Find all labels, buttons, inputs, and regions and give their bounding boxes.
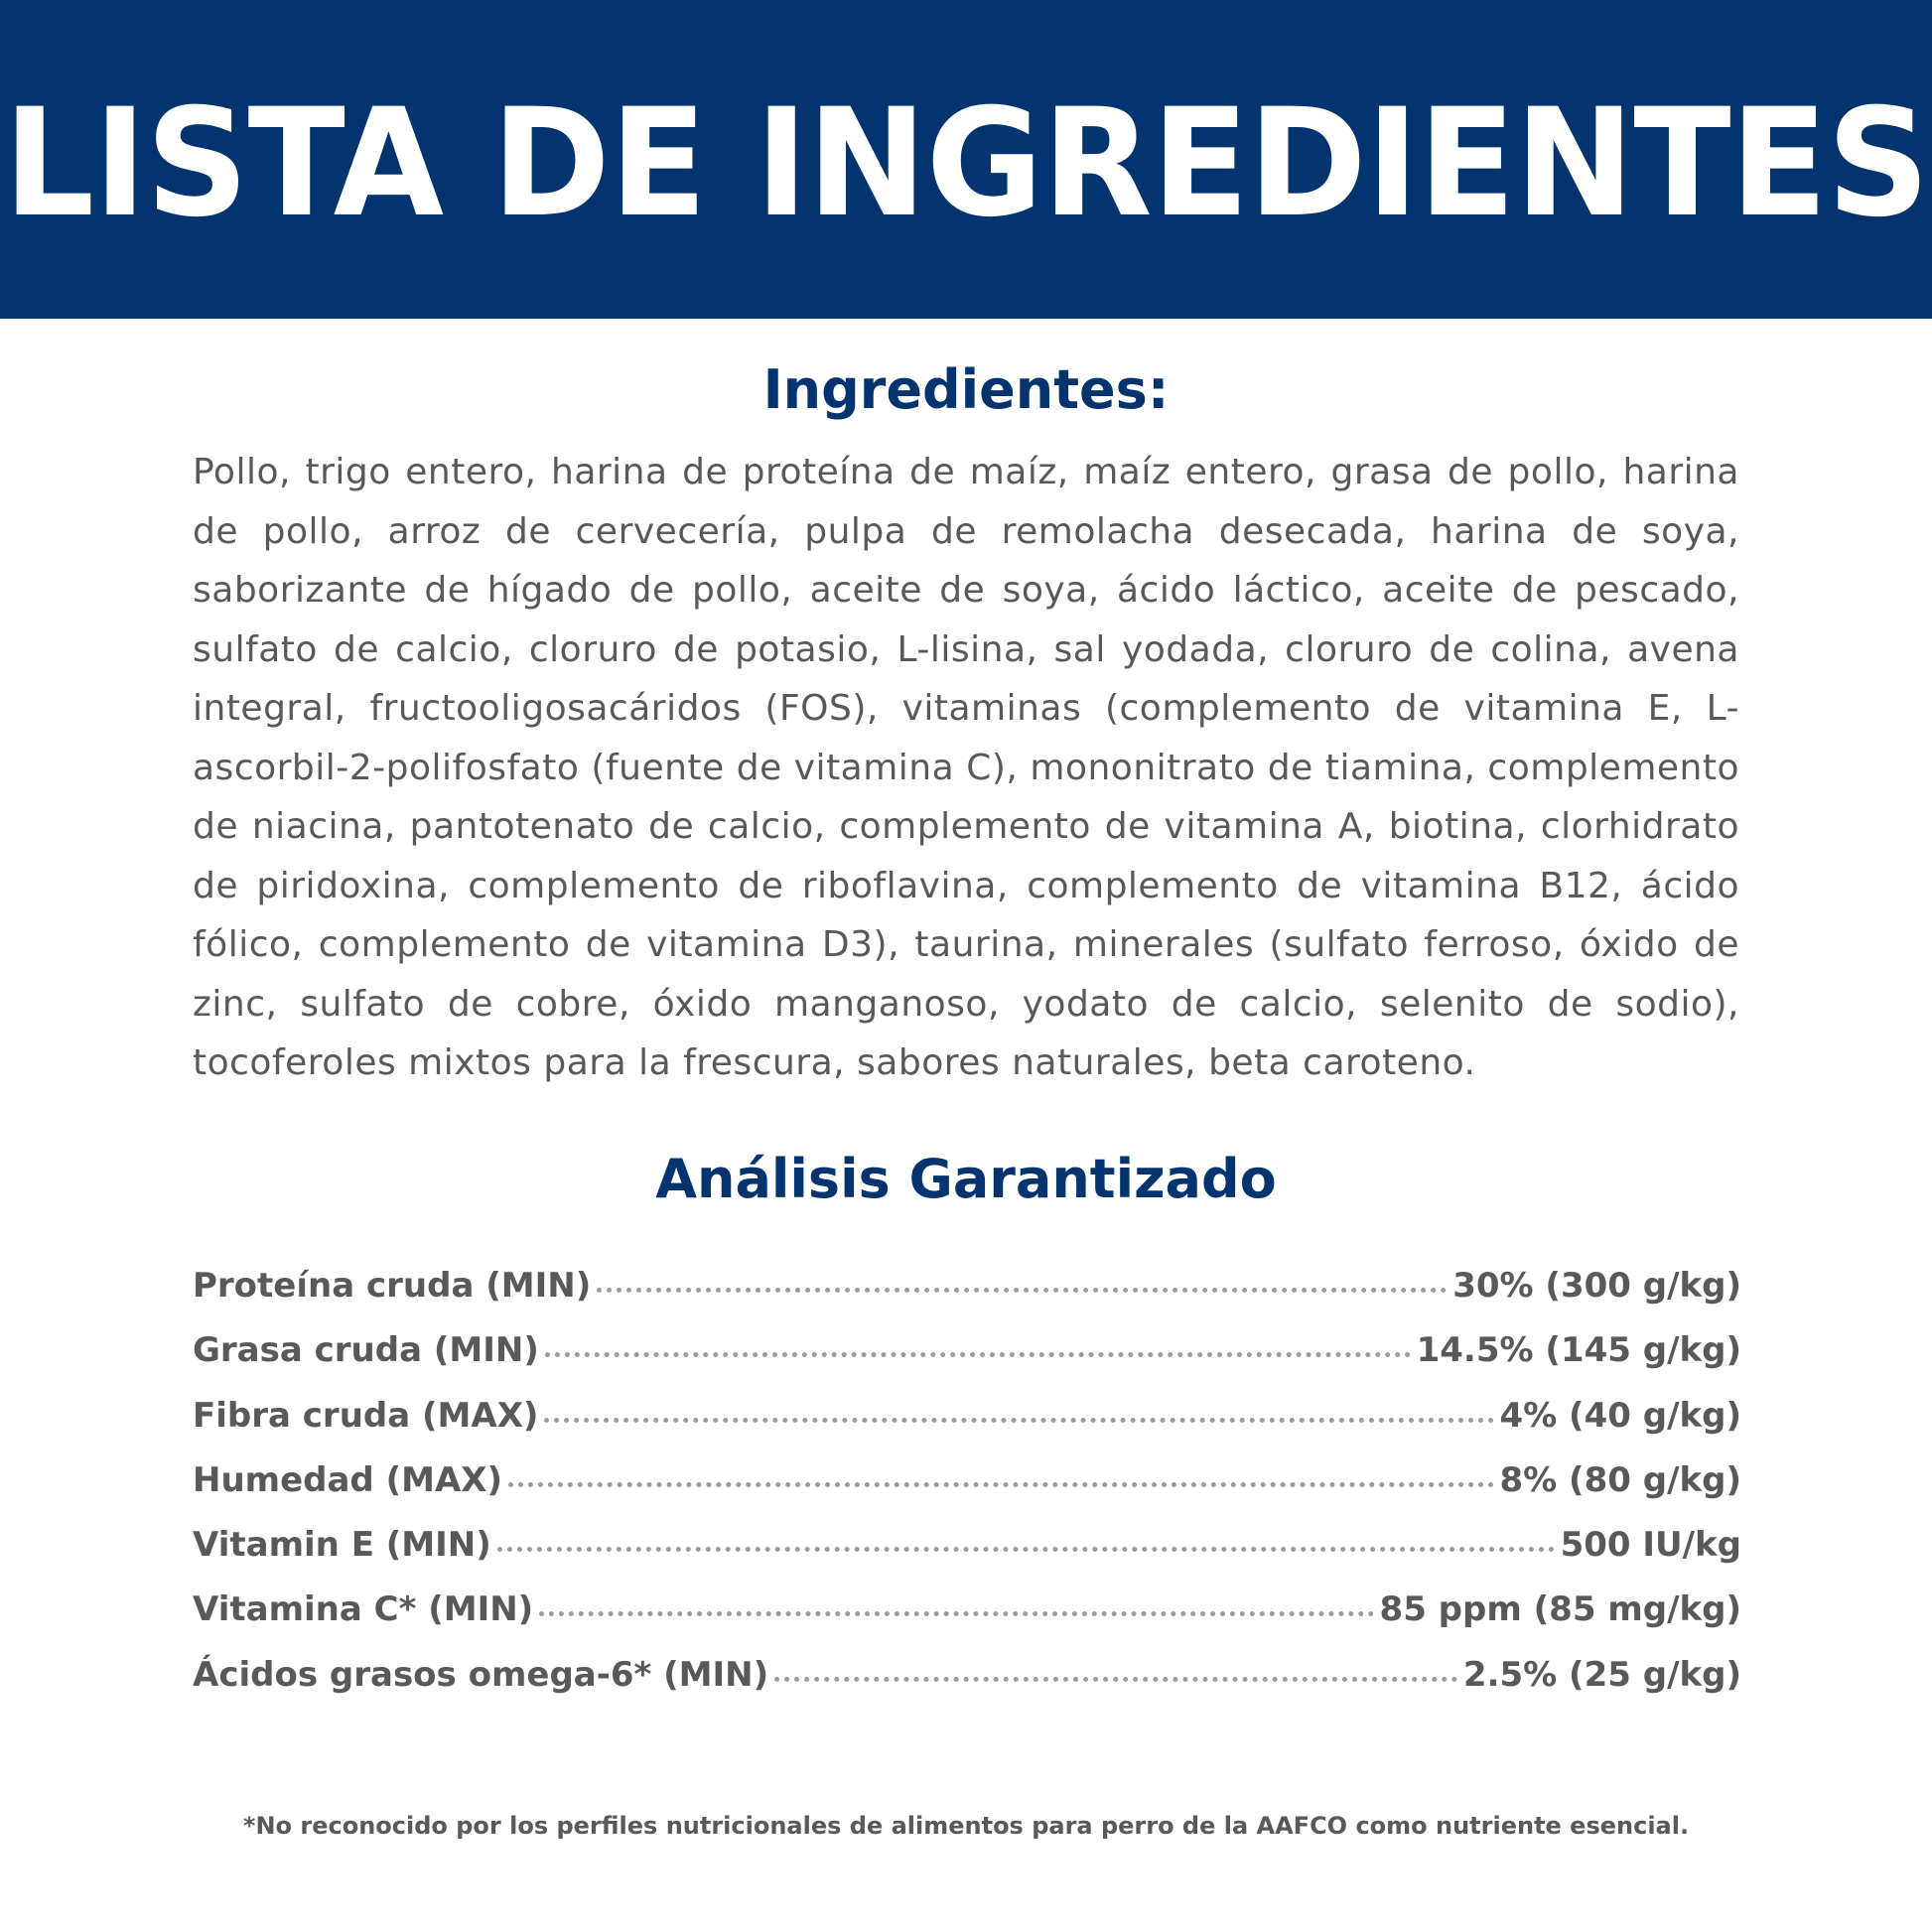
analysis-label: Ácidos grasos omega-6* (MIN) — [193, 1654, 769, 1695]
dotted-leader — [508, 1482, 1493, 1487]
ingredients-list-text: Pollo, trigo entero, harina de proteína de maíz, maíz entero, grasa de pollo, harina de pollo, arroz de cervecería, pulpa de remolacha desecada, harina de soya, saborizante de hígado de pollo, aceite de soya, ácido láctico, aceite de pescado, sulfato de calcio, cloruro de potasio, L-lisina, sal yodada, cloruro de colina, avena integral, fructooligosacáridos (FOS), vitaminas (complemento de vitamina E, L-ascorbil-2-polifosfato (fuente de vitamina C), mononitrato de tiamina, complemento de niacina, pantotenato de calcio, complemento de vitamina A, biotina, clorhidrato de piridoxina, complemento de riboflavina, complemento de vitamina B12, ácido fólico, complemento de vitamina D3), taurina, minerales (sulfato ferroso, óxido de zinc, sulfato de cobre, óxido manganoso, yodato de calcio, selenito de sodio), tocoferoles mixtos para la frescura, sabores naturales, beta caroteno. — [193, 452, 1739, 1083]
page-title: LISTA DE INGREDIENTES — [3, 76, 1929, 250]
analysis-heading: Análisis Garantizado — [655, 1148, 1277, 1210]
ingredients-heading: Ingredientes: — [762, 358, 1170, 421]
analysis-value: 4% (40 g/kg) — [1499, 1395, 1741, 1436]
analysis-row — [193, 1655, 1741, 1720]
analysis-row — [193, 1266, 1741, 1330]
analysis-row — [193, 1396, 1741, 1460]
header-banner — [0, 0, 1932, 319]
dotted-leader — [544, 1418, 1493, 1423]
analysis-value: 500 IU/kg — [1560, 1525, 1741, 1566]
analysis-label: Humedad (MAX) — [193, 1459, 503, 1500]
analysis-row — [193, 1460, 1741, 1525]
analysis-label: Grasa cruda (MIN) — [193, 1330, 539, 1371]
dotted-leader — [539, 1611, 1373, 1616]
analysis-value: 14.5% (145 g/kg) — [1416, 1330, 1741, 1371]
dotted-leader — [774, 1677, 1457, 1682]
dotted-leader — [497, 1547, 1555, 1552]
dotted-leader — [545, 1352, 1411, 1357]
analysis-row — [193, 1589, 1741, 1654]
guaranteed-analysis-table — [193, 1266, 1741, 1720]
analysis-row — [193, 1330, 1741, 1395]
analysis-label: Proteína cruda (MIN) — [193, 1266, 592, 1306]
analysis-value: 2.5% (25 g/kg) — [1462, 1654, 1741, 1695]
analysis-value: 8% (80 g/kg) — [1499, 1459, 1741, 1500]
analysis-label: Fibra cruda (MAX) — [193, 1395, 539, 1436]
analysis-label: Vitamina C* (MIN) — [193, 1589, 534, 1630]
dotted-leader — [597, 1288, 1447, 1293]
analysis-label: Vitamin E (MIN) — [193, 1525, 491, 1566]
analysis-value: 85 ppm (85 mg/kg) — [1379, 1589, 1741, 1630]
footnote: *No reconocido por los perfiles nutricionales de alimentos para perro de la AAFCO como nutriente esencial. — [242, 1812, 1690, 1840]
analysis-row — [193, 1525, 1741, 1589]
analysis-value: 30% (300 g/kg) — [1452, 1266, 1741, 1306]
